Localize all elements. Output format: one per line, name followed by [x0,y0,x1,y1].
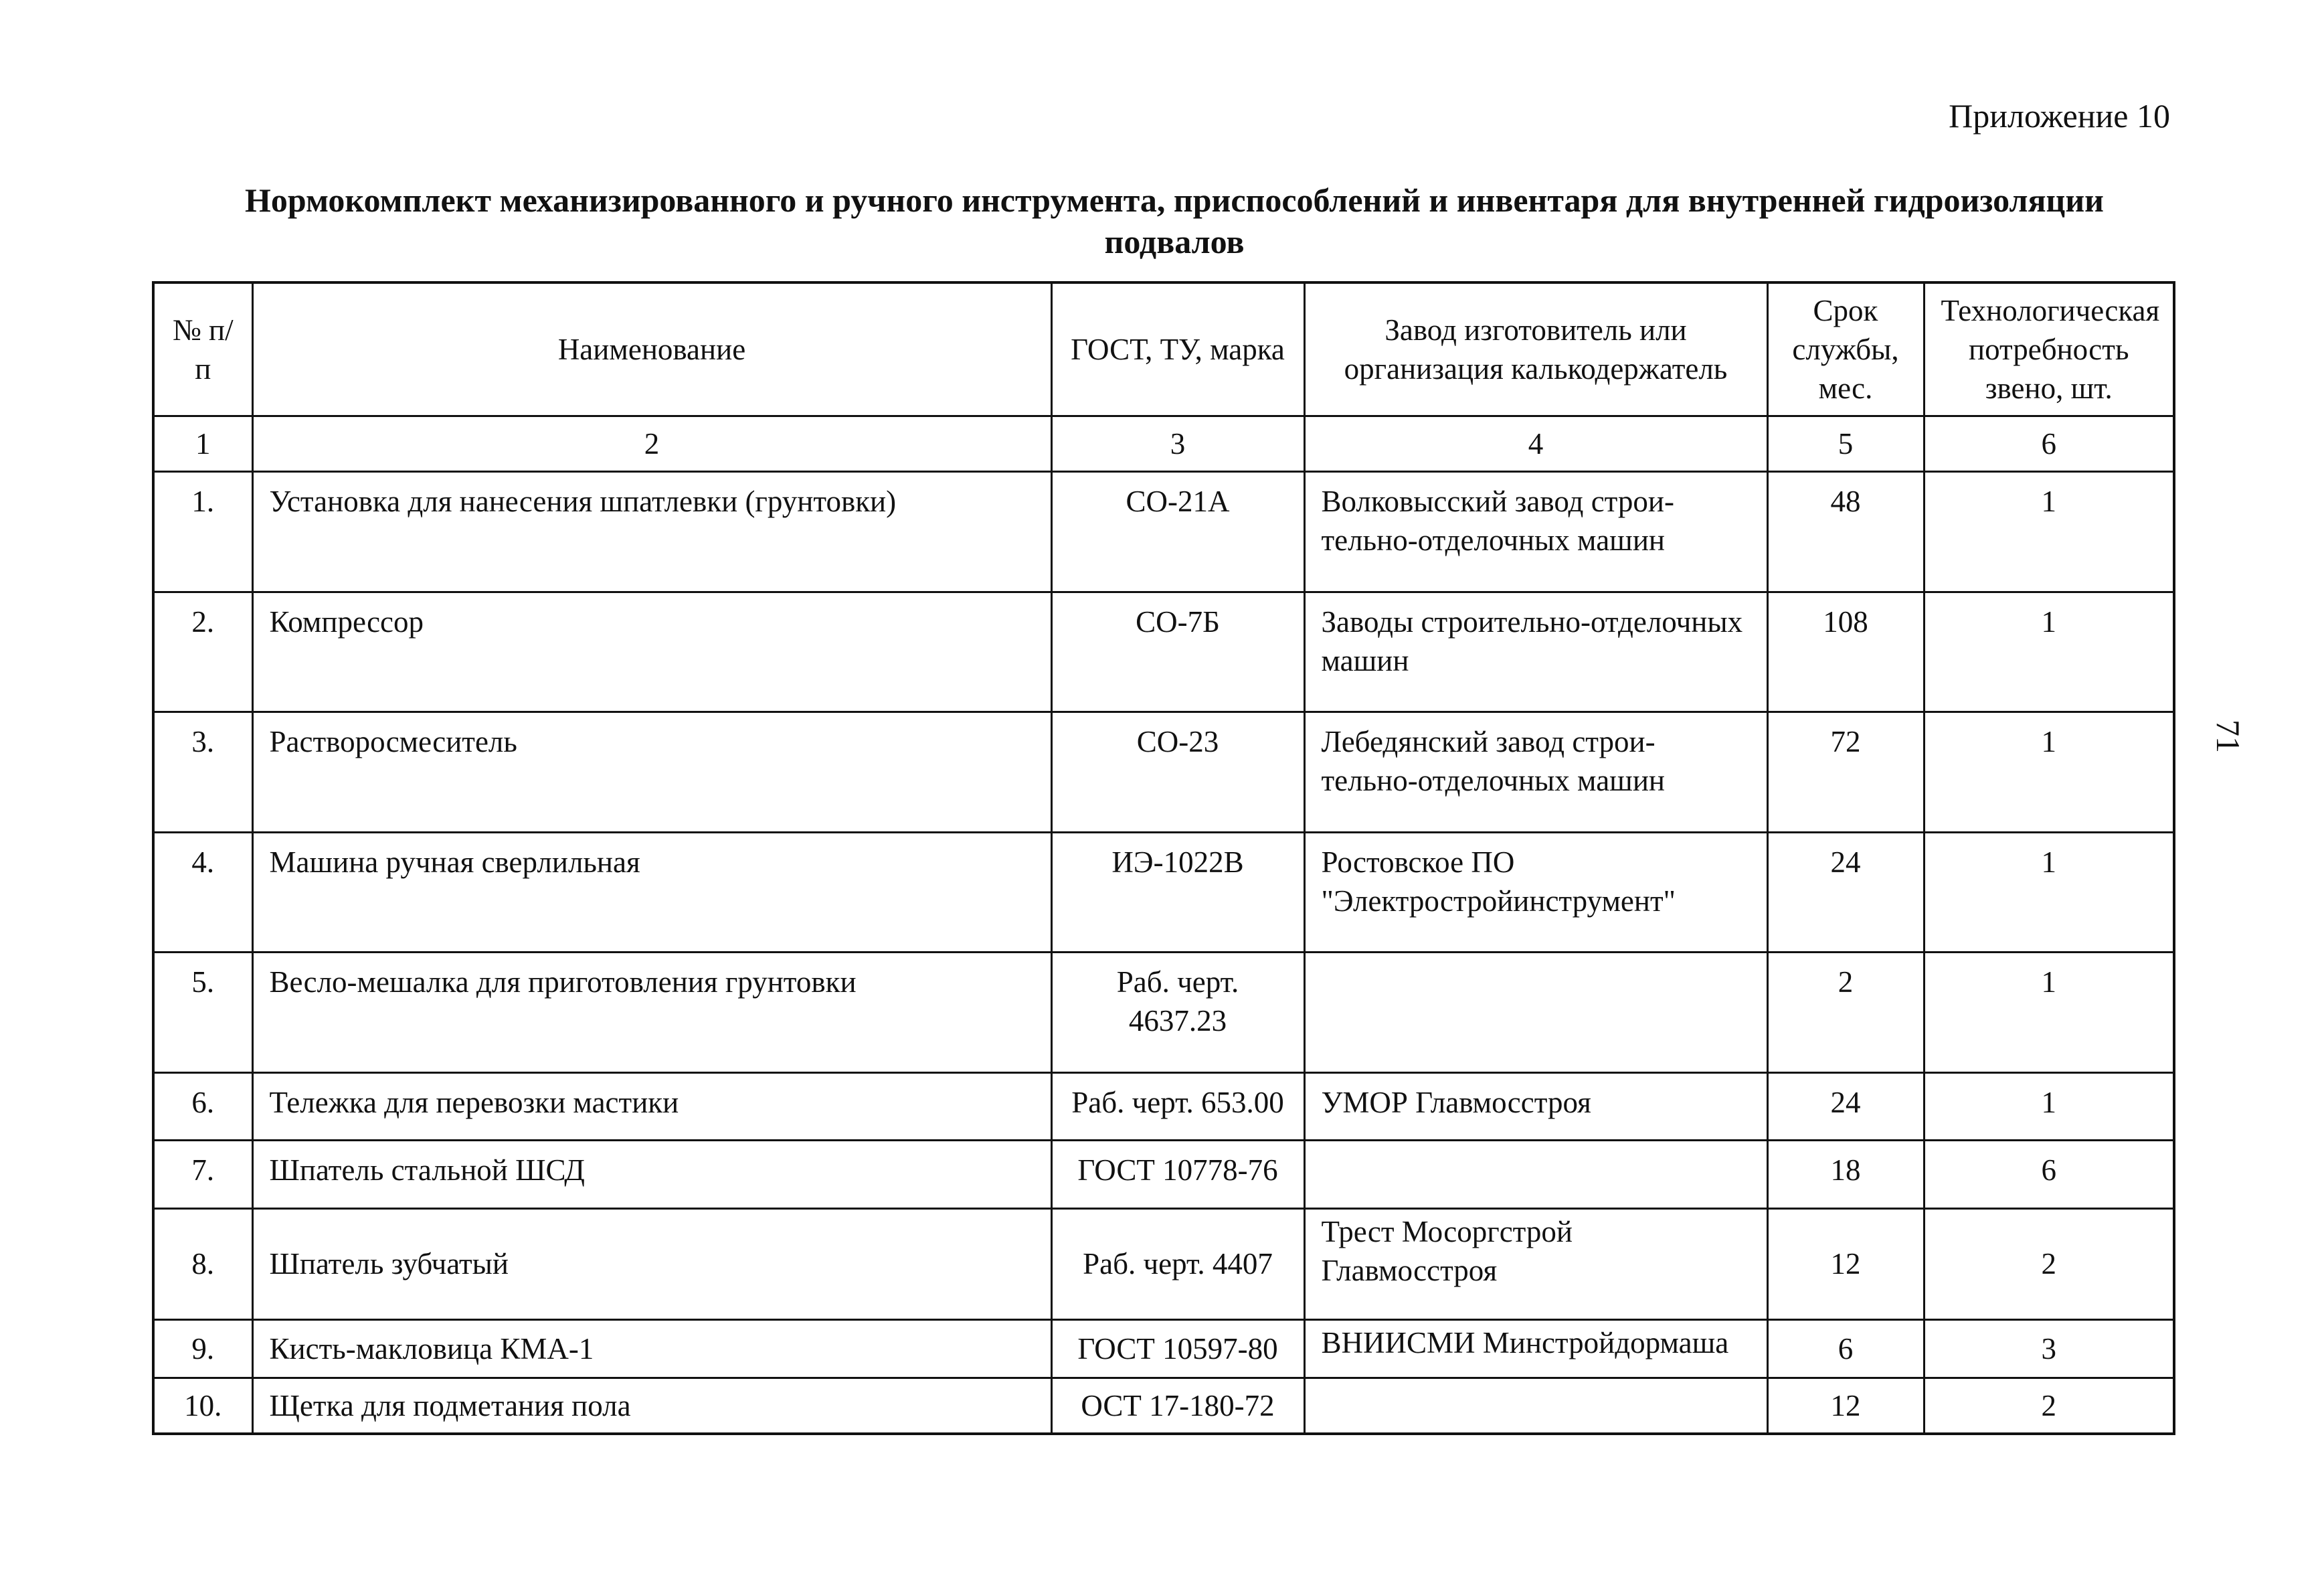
row-gost: ОСТ 17-180-72 [1051,1378,1304,1434]
row-name: Шпатель зубчатый [252,1208,1051,1319]
table-row [153,1378,2174,1434]
row-name: Установка для нанесения шпатлевки (грунтовки) [252,472,1051,592]
header-cell-gost: ГОСТ, ТУ, марка [1051,282,1304,416]
row-service-life: 2 [1767,953,1924,1073]
row-service-life: 24 [1767,832,1924,953]
table-header-row [153,282,2174,416]
column-numbers-row [153,416,2174,472]
row-maker: Ростовское ПО "Электростройинструмент" [1304,832,1767,953]
row-name: Кисть-макловица КМА-1 [252,1319,1051,1378]
table-row [153,1072,2174,1140]
row-name: Щетка для подметания пола [252,1378,1051,1434]
table-row [153,472,2174,592]
column-number: 6 [1924,416,2174,472]
row-gost: Раб. черт. 653.00 [1051,1072,1304,1140]
row-quantity: 1 [1924,832,2174,953]
row-gost: Раб. черт. 4407 [1051,1208,1304,1319]
row-service-life: 24 [1767,1072,1924,1140]
row-quantity: 1 [1924,953,2174,1073]
row-name: Шпатель стальной ШСД [252,1141,1051,1208]
row-name: Растворосмеситель [252,712,1051,833]
row-maker: ВНИИСМИ Минстройдормаша [1304,1319,1767,1378]
row-gost: ИЭ-1022В [1051,832,1304,953]
row-number: 9. [153,1319,252,1378]
row-number: 7. [153,1141,252,1208]
row-number: 8. [153,1208,252,1319]
row-quantity: 1 [1924,1072,2174,1140]
row-number: 1. [153,472,252,592]
row-service-life: 12 [1767,1378,1924,1434]
row-name: Машина ручная сверлильная [252,832,1051,953]
row-quantity: 2 [1924,1208,2174,1319]
row-service-life: 18 [1767,1141,1924,1208]
row-number: 4. [153,832,252,953]
table-row [153,1319,2174,1378]
row-quantity: 1 [1924,712,2174,833]
row-gost: СО-7Б [1051,592,1304,712]
table-row [153,592,2174,712]
row-service-life: 108 [1767,592,1924,712]
column-number: 2 [252,416,1051,472]
row-name: Весло-мешалка для приготовления грунтовки [252,953,1051,1073]
row-maker [1304,1141,1767,1208]
row-number: 2. [153,592,252,712]
table-row [153,712,2174,833]
row-maker: Волковысский завод строи-тельно-отделочных машин [1304,472,1767,592]
row-number: 6. [153,1072,252,1140]
row-name: Компрессор [252,592,1051,712]
row-number: 3. [153,712,252,833]
row-quantity: 2 [1924,1378,2174,1434]
row-quantity: 3 [1924,1319,2174,1378]
row-gost: СО-21А [1051,472,1304,592]
column-number: 5 [1767,416,1924,472]
table-row [153,953,2174,1073]
document-title: Нормокомплект механизированного и ручного инструмента, приспособлений и инвентаря для внутренней гидроизоляции подвалов [245,181,2104,260]
row-number: 10. [153,1378,252,1434]
table-row [153,1141,2174,1208]
row-maker: Трест Мосоргстрой Главмосстроя [1304,1208,1767,1319]
row-number: 5. [153,953,252,1073]
row-name: Тележка для перевозки мастики [252,1072,1051,1140]
row-gost: СО-23 [1051,712,1304,833]
table-row [153,1208,2174,1319]
row-maker: Лебедянский завод строи-тельно-отделочных машин [1304,712,1767,833]
column-number: 3 [1051,416,1304,472]
row-gost: Раб. черт. 4637.23 [1051,953,1304,1073]
row-gost: ГОСТ 10597-80 [1051,1319,1304,1378]
row-quantity: 1 [1924,592,2174,712]
header-cell-name: Наименование [252,282,1051,416]
header-cell-quantity: Технологическая потребность звено, шт. [1924,282,2174,416]
row-service-life: 12 [1767,1208,1924,1319]
table-row [153,832,2174,953]
row-service-life: 72 [1767,712,1924,833]
page-number: 71 [2210,720,2247,753]
appendix-label: Приложение 10 [1949,97,2170,135]
row-service-life: 6 [1767,1319,1924,1378]
header-cell-maker: Завод изготовитель или организация калькодержатель [1304,282,1767,416]
row-maker [1304,1378,1767,1434]
row-quantity: 1 [1924,472,2174,592]
header-cell-number: № п/п [153,282,252,416]
column-number: 4 [1304,416,1767,472]
header-cell-service-life: Срок службы, мес. [1767,282,1924,416]
equipment-table [152,281,2175,1435]
column-number: 1 [153,416,252,472]
row-service-life: 48 [1767,472,1924,592]
row-maker: УМОР Главмосстроя [1304,1072,1767,1140]
row-quantity: 6 [1924,1141,2174,1208]
row-maker [1304,953,1767,1073]
row-gost: ГОСТ 10778-76 [1051,1141,1304,1208]
row-maker: Заводы строительно-отделочных машин [1304,592,1767,712]
